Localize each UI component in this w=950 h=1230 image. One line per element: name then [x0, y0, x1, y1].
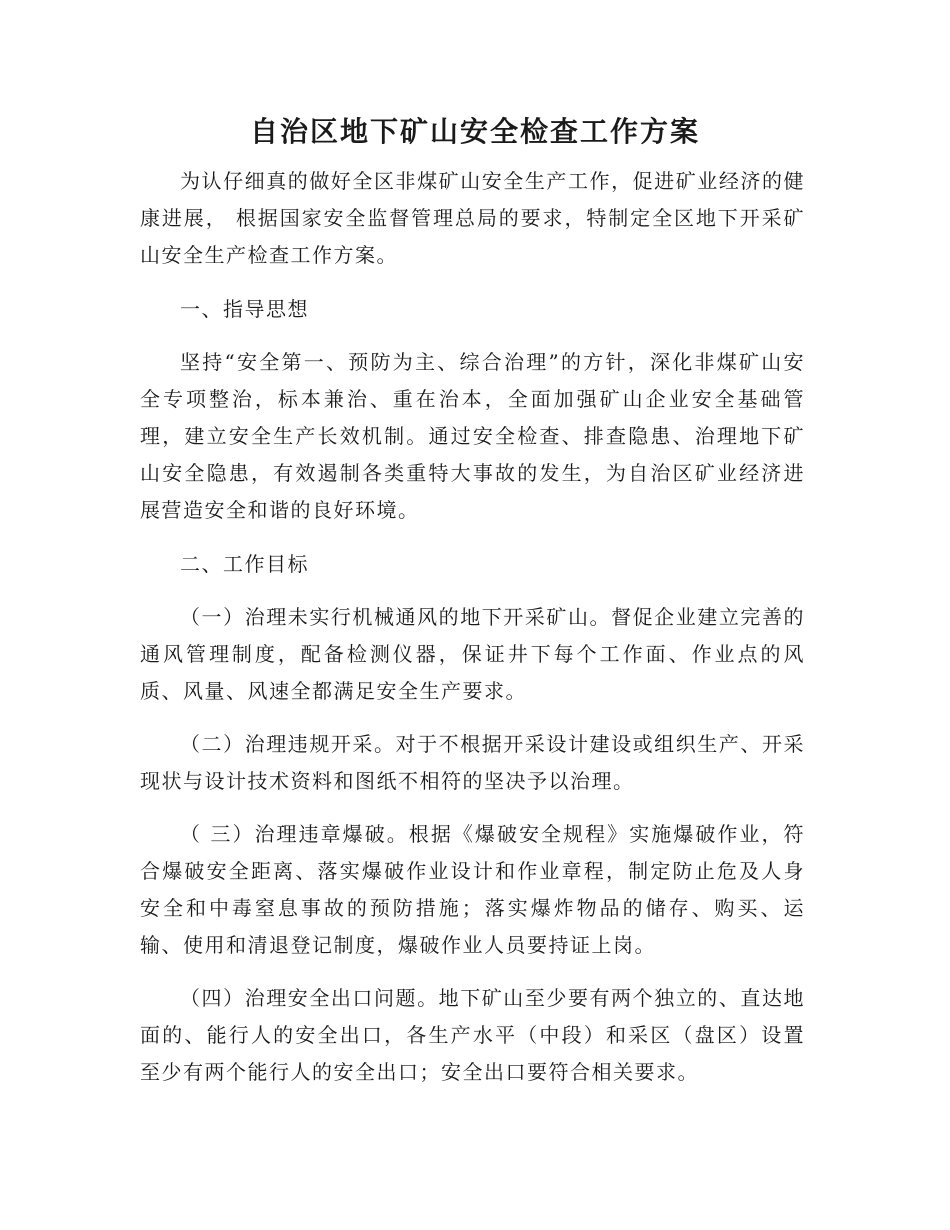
- goal-item-3: （ 三）治理违章爆破。根据《爆破安全规程》实施爆破作业，符合爆破安全距离、落实爆破作业设计和作业章程，制定防止危及人身安全和中毒窒息事故的预防措施；落实爆炸物品的储存、购买、运输、使用和清退登记制度，爆破作业人员要持证上岗。: [140, 822, 805, 957]
- section-heading-guiding-ideology: 一、指导思想: [180, 297, 309, 321]
- goal-item-1: （一）治理未实行机械通风的地下开采矿山。督促企业建立完善的通风管理制度，配备检测仪器，保证井下每个工作面、作业点的风质、风量、风速全都满足安全生产要求。: [140, 605, 805, 703]
- document-body: [140, 163, 805, 1091]
- intro-paragraph: 为认仔细真的做好全区非煤矿山安全生产工作，促进矿业经济的健康进展， 根据国家安全监督管理总局的要求，特制定全区地下开采矿山安全生产检查工作方案。: [140, 169, 805, 267]
- goal-item-4: （四）治理安全出口问题。地下矿山至少要有两个独立的、直达地面的、能行人的安全出口，各生产水平（中段）和采区（盘区）设置至少有两个能行人的安全出口；安全出口要符合相关要求。: [140, 986, 805, 1084]
- document-title: 自治区地下矿山安全检查工作方案: [249, 115, 700, 148]
- goal-item-2: （二）治理违规开采。对于不根据开采设计建设或组织生产、开采现状与设计技术资料和图纸不相符的坚决予以治理。: [140, 732, 805, 793]
- guiding-ideology-paragraph: 坚持“安全第一、预防为主、综合治理”的方针，深化非煤矿山安全专项整治，标本兼治、重在治本，全面加强矿山企业安全基础管理，建立安全生产长效机制。通过安全检查、排查隐患、治理地下矿山安全隐患，有效遏制各类重特大事故的发生，为自治区矿业经济进展营造安全和谐的良好环境。: [140, 350, 805, 522]
- section-heading-work-goals: 二、工作目标: [180, 552, 309, 576]
